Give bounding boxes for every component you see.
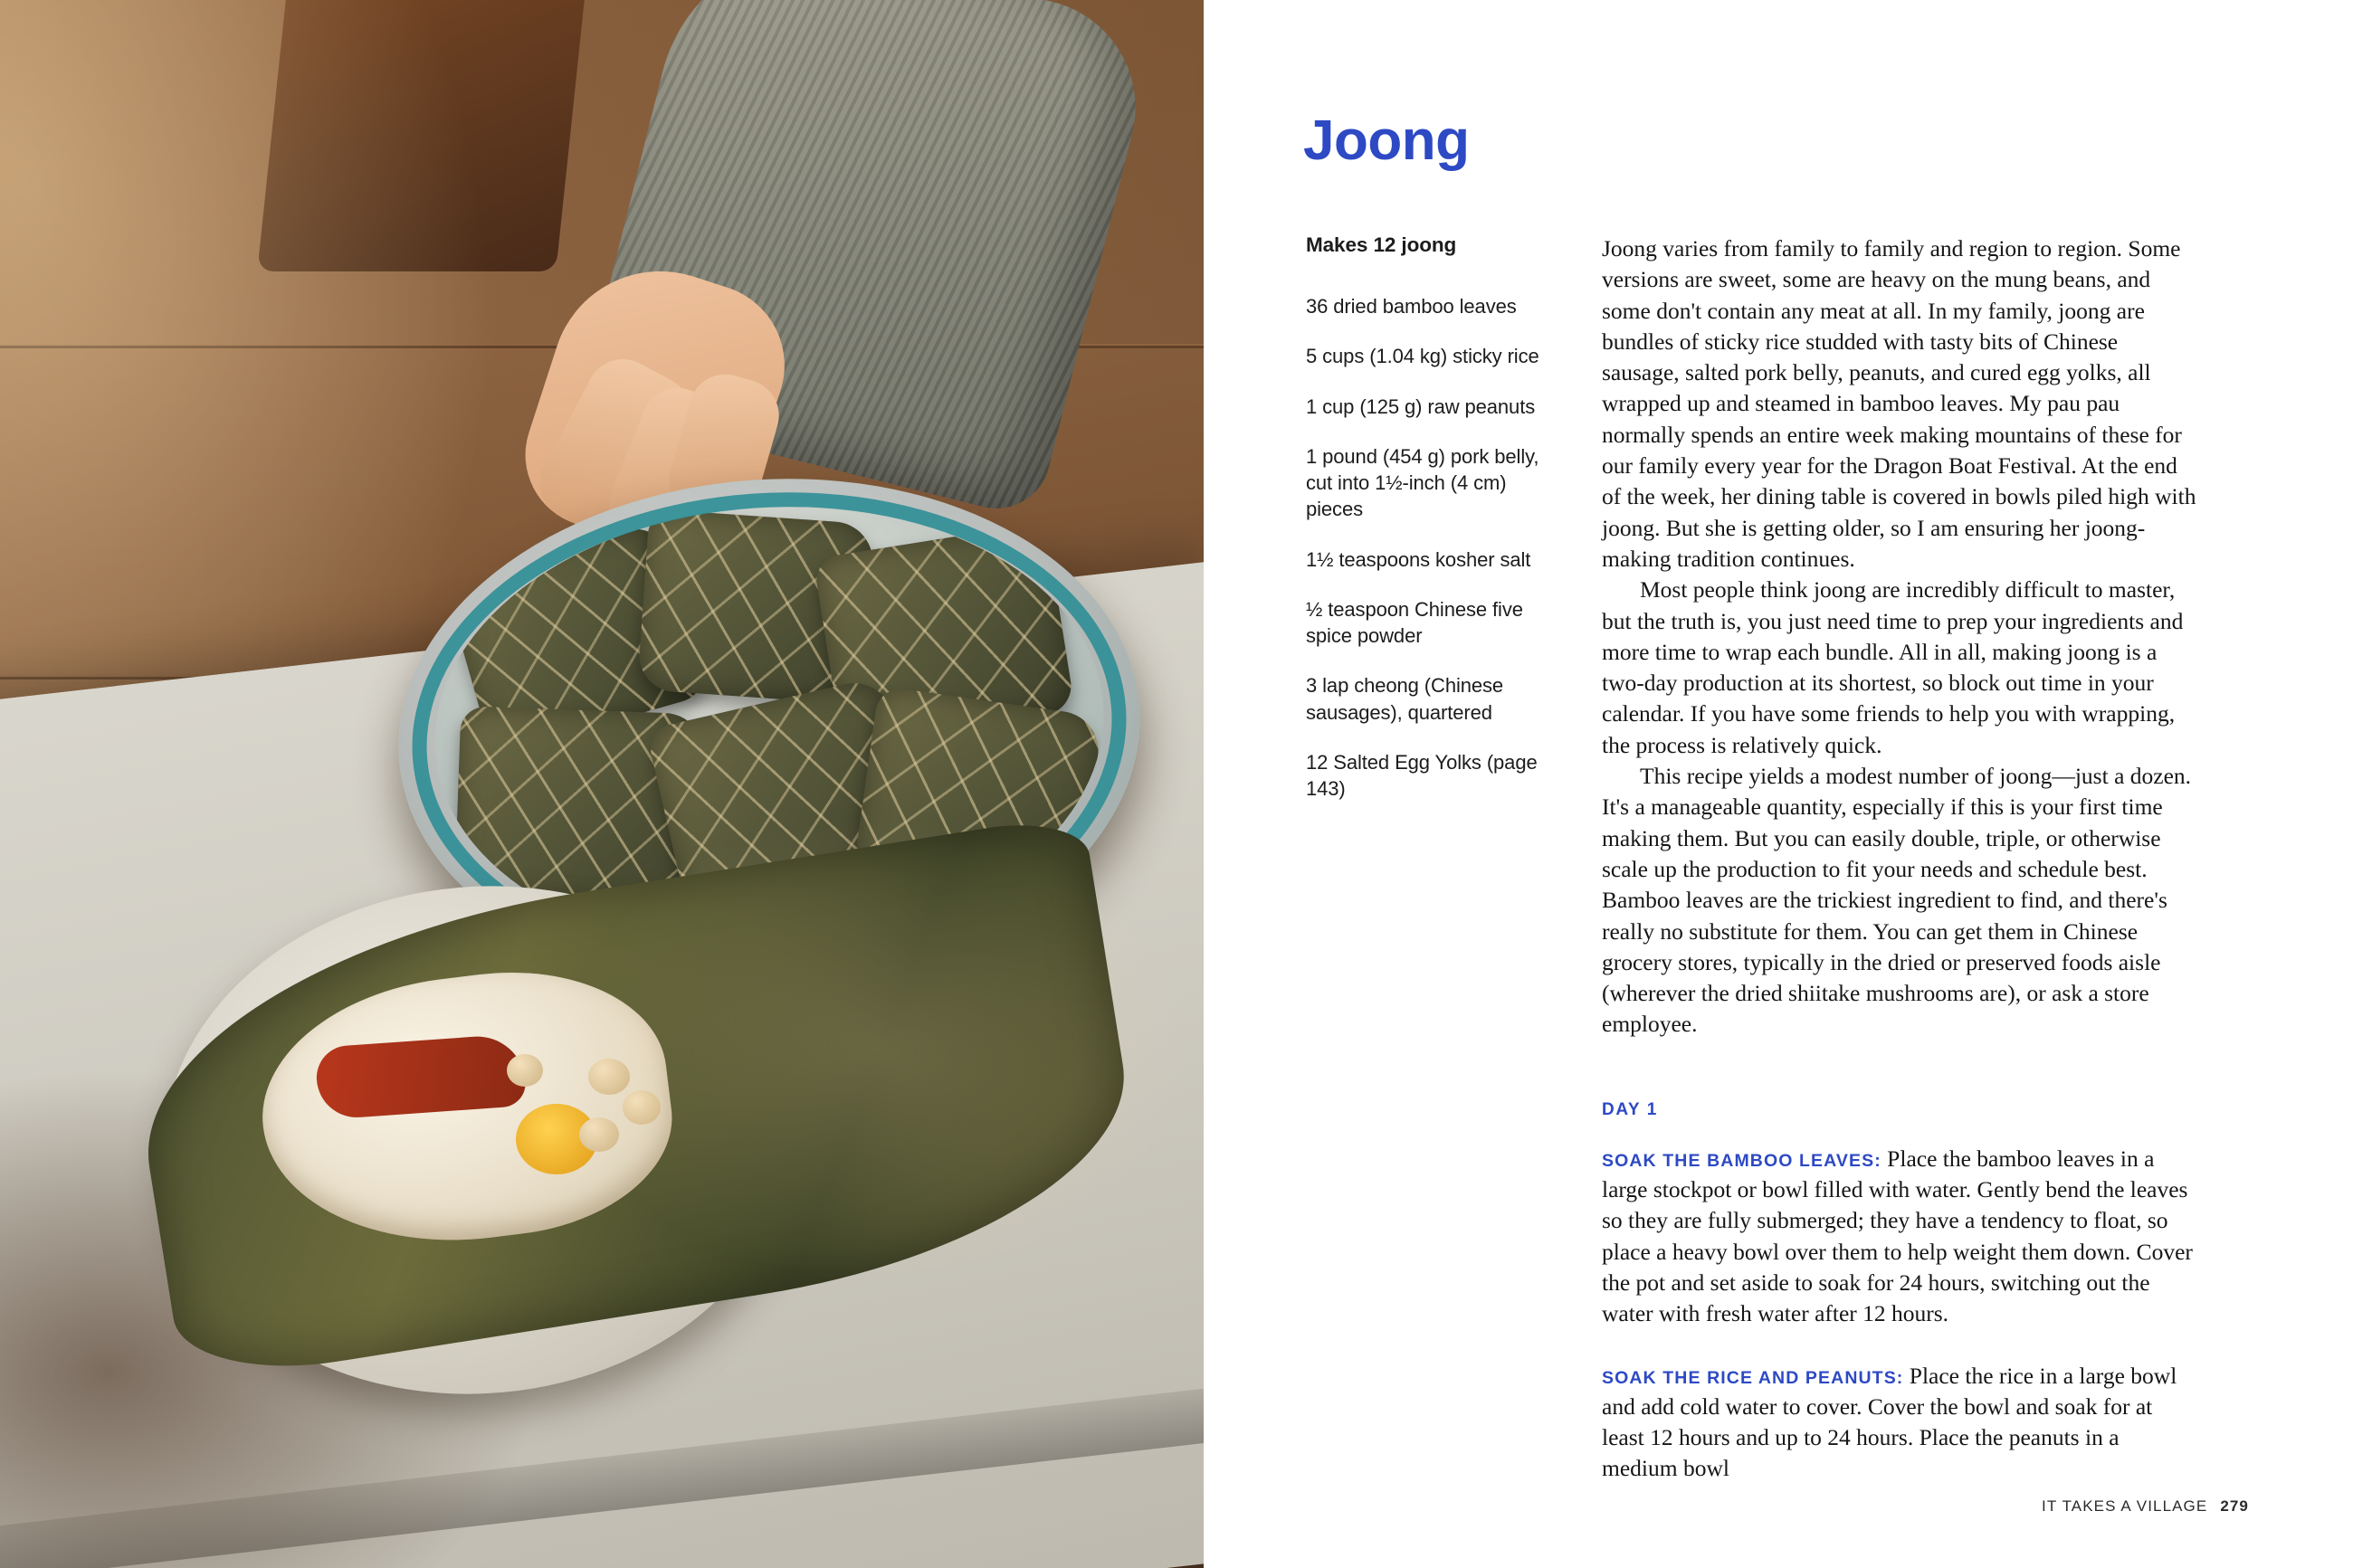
page-number: 279: [2220, 1497, 2249, 1515]
peanut: [579, 1117, 619, 1152]
yield-label: Makes 12 joong: [1306, 233, 1457, 256]
instruction-step: [1602, 1361, 2199, 1485]
step-heading: SOAK THE RICE AND PEANUTS:: [1602, 1367, 1904, 1388]
instruction-step: [1602, 1144, 2199, 1330]
ingredient-item: 12 Salted Egg Yolks (page 143): [1306, 750, 1538, 800]
pork-belly-filling: [314, 1033, 527, 1120]
day-heading: DAY 1: [1602, 1099, 1658, 1119]
headnote-paragraph: Most people think joong are incredibly difficult to master, but the truth is, you just need time to prep your ingredients and more time to wrap each bundle. All in all, making joong is a two-day production at its shortest, so block out time in your calendar. If you have some friends to help you with wrapping, the process is relatively quick.: [1602, 576, 2184, 758]
peanut: [507, 1054, 543, 1087]
step-body: Place the bamboo leaves in a large stockpot or bowl filled with water. Gently bend the leaves so they are fully submerged; they have a tendency to float, so place a heavy bowl over them to help weight them down. Cover the pot and set aside to soak for 24 hours, switching out the water with fresh water after 12 hours.: [1602, 1145, 2193, 1327]
headnote-paragraph: This recipe yields a modest number of joong—just a dozen. It's a manageable quantity, especially if this is your first time making them. But you can easily double, triple, or otherwise scale up the production to fit your needs and schedule best. Bamboo leaves are the trickiest ingredient to find, and there's really no substitute for them. You can get them in Chinese grocery stores, typically in the dried or preserved foods aisle (wherever the dried shiitake mushrooms are), or ask a store employee.: [1602, 763, 2192, 1038]
peanut: [588, 1059, 630, 1095]
recipe-text-page: [1204, 0, 2353, 1568]
peanut: [623, 1090, 661, 1125]
ingredient-item: 1½ teaspoons kosher salt: [1306, 547, 1531, 571]
ingredient-item: 36 dried bamboo leaves: [1306, 295, 1517, 318]
headnote-paragraph: Joong varies from family to family and region to region. Some versions are sweet, some are heavy on the mung beans, and some don't contain any meat at all. In my family, joong are bundles of sticky rice studded with tasty bits of Chinese sausage, salted pork belly, peanuts, and cured egg yolks, all wrapped up and steamed in bamboo leaves. My pau pau normally spends an entire week making mountains of these for our family every year for the Dragon Boat Festival. At the end of the week, her dining table is covered in bowls piled high with joong. But she is getting older, so I am ensuring her joong-making tradition continues.: [1602, 235, 2196, 572]
ingredients-column: [1306, 233, 1548, 825]
step-body: Place the rice in a large bowl and add cold water to cover. Cover the bowl and soak for at least 12 hours and up to 24 hours. Place the peanuts in a medium bowl: [1602, 1362, 2177, 1482]
recipe-body-column: [1602, 233, 2199, 1516]
ingredient-item: 1 cup (125 g) raw peanuts: [1306, 394, 1536, 418]
chapter-name: IT TAKES A VILLAGE: [2042, 1497, 2208, 1515]
ingredient-item: 3 lap cheong (Chinese sausages), quartered: [1306, 674, 1504, 724]
ingredient-item: ½ teaspoon Chinese five spice powder: [1306, 597, 1523, 647]
ingredient-item: 5 cups (1.04 kg) sticky rice: [1306, 345, 1539, 368]
ingredient-item: 1 pound (454 g) pork belly, cut into 1½-inch (4 cm) pieces: [1306, 444, 1539, 521]
step-heading: SOAK THE BAMBOO LEAVES:: [1602, 1150, 1881, 1171]
page-title: Joong: [1303, 109, 1470, 172]
page-footer: [2042, 1497, 2249, 1516]
